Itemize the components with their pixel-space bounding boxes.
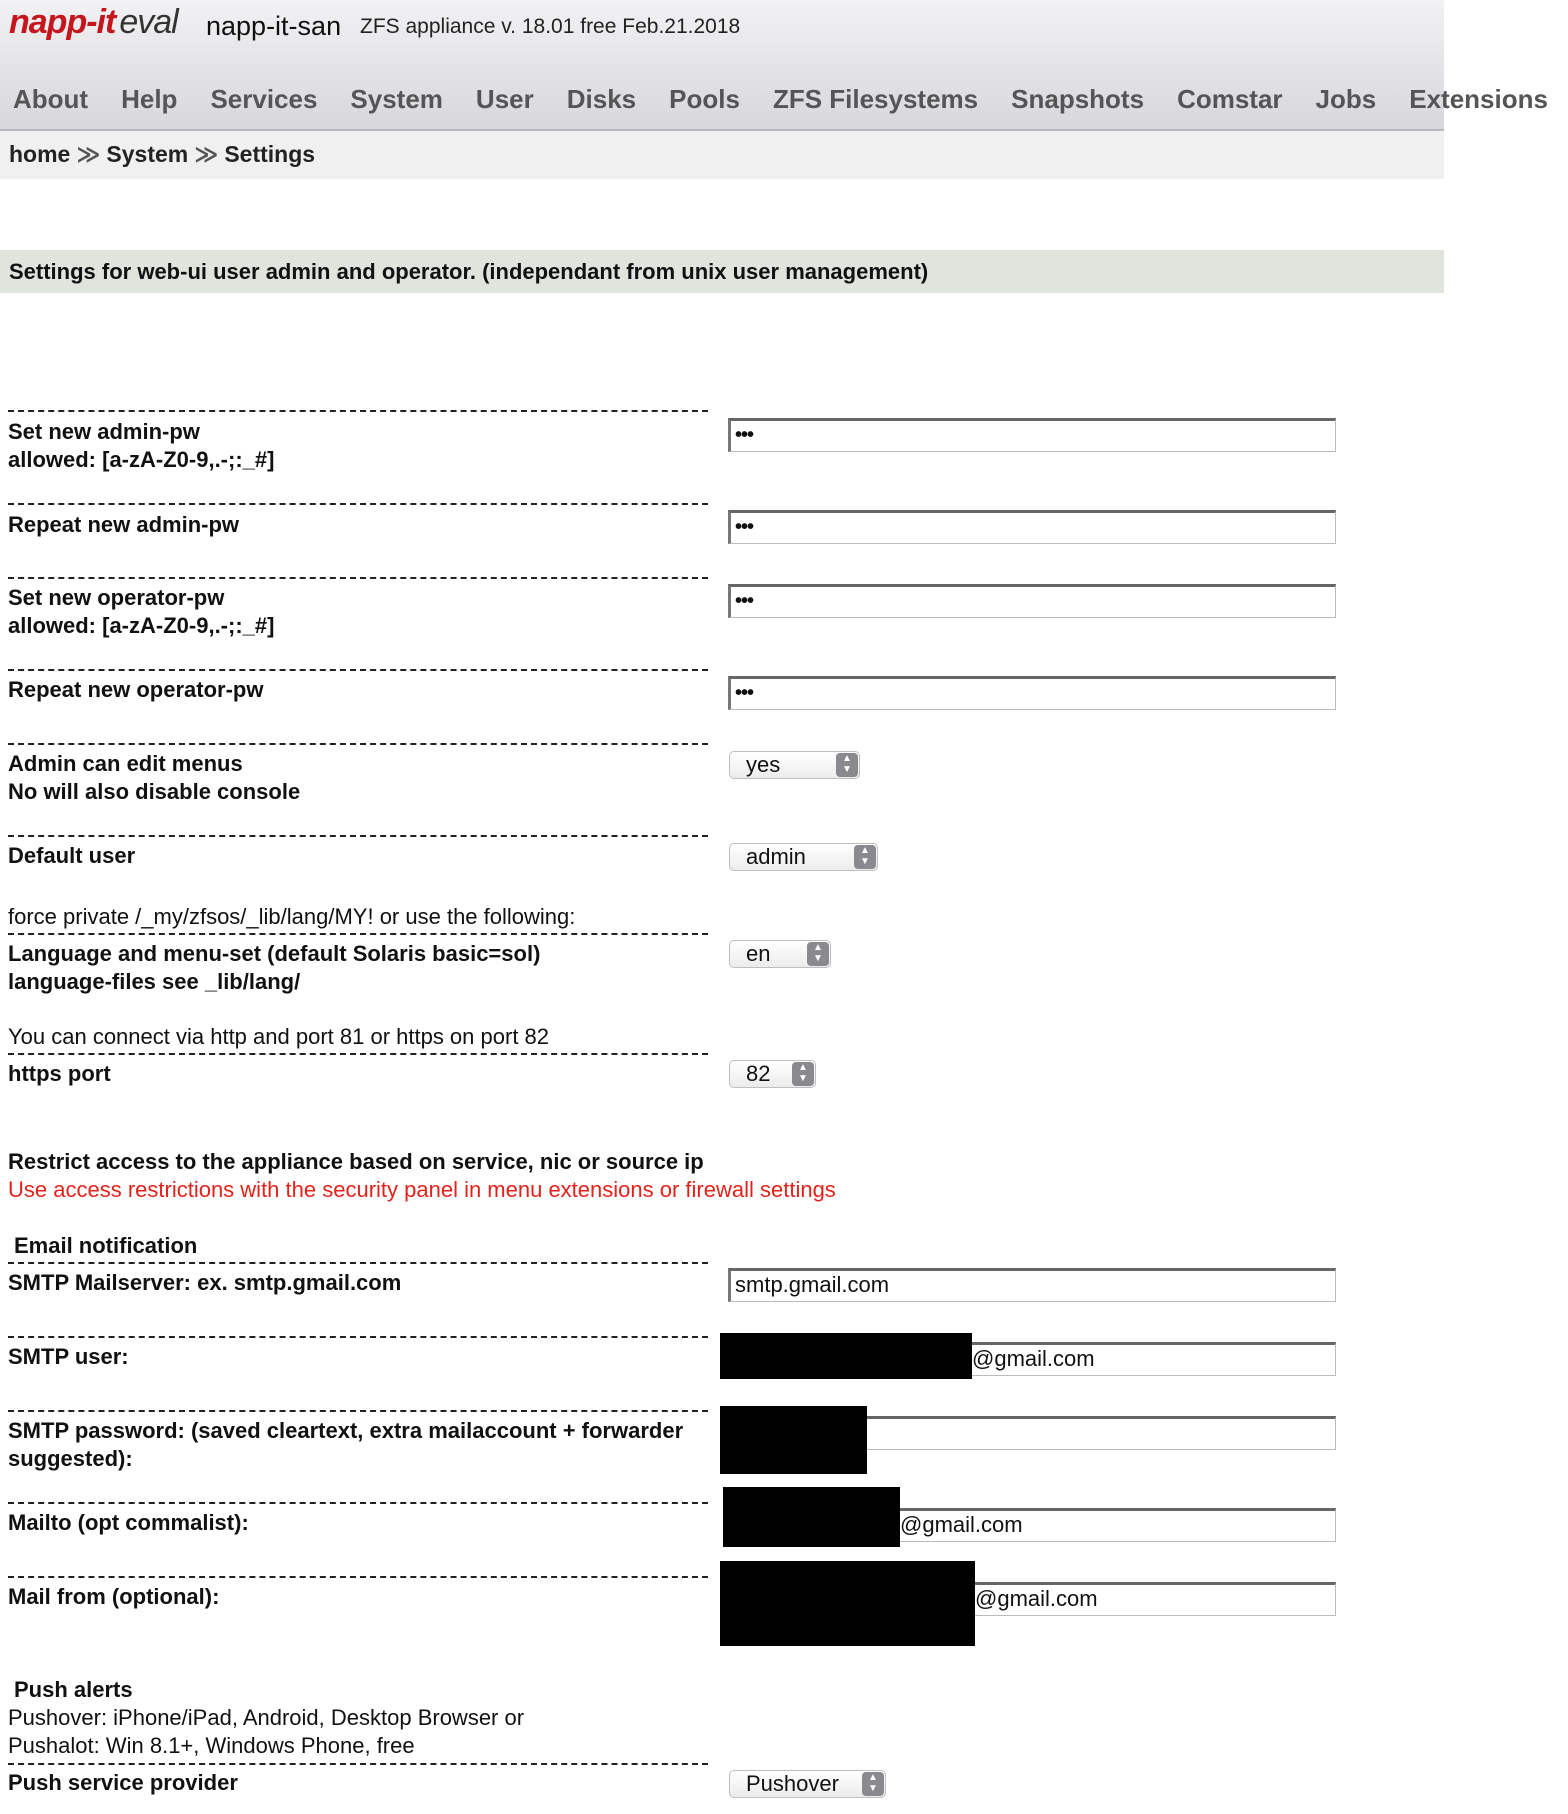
- row-divider: [8, 410, 708, 412]
- select-arrows-icon: ▲ ▼: [836, 753, 858, 777]
- nav-about[interactable]: About: [13, 84, 89, 114]
- breadcrumb-separator-icon: ≫: [194, 141, 219, 167]
- logo-eval-text: eval: [119, 3, 178, 41]
- nav-disks[interactable]: Disks: [566, 84, 637, 114]
- push-provider-value: Pushover: [746, 1771, 839, 1796]
- row-divider: [8, 933, 708, 935]
- row-divider: [8, 743, 708, 745]
- operator-pw-hint: allowed: [a-zA-Z0-9,.-;:_#]: [8, 613, 275, 638]
- language-label: Language and menu-set (default Solaris basic=sol): [8, 941, 541, 966]
- nav-snapshots[interactable]: Snapshots: [1011, 84, 1145, 114]
- breadcrumb-settings[interactable]: Settings: [224, 141, 316, 167]
- admin-edit-menus-select[interactable]: [729, 751, 860, 779]
- https-port-label: https port: [8, 1061, 111, 1086]
- nav-system[interactable]: System: [350, 84, 443, 114]
- select-arrows-icon: ▲ ▼: [854, 845, 876, 869]
- push-alerts-line2: Pushalot: Win 8.1+, Windows Phone, free: [8, 1733, 415, 1758]
- language-hint: language-files see _lib/lang/: [8, 969, 301, 994]
- email-notification-heading: Email notification: [14, 1233, 198, 1258]
- language-note: force private /_my/zfsos/_lib/lang/MY! or use the following:: [8, 904, 576, 929]
- row-divider: [8, 835, 708, 837]
- nav-jobs[interactable]: Jobs: [1315, 84, 1377, 114]
- mailto-suffix: @gmail.com: [900, 1512, 1023, 1537]
- push-alerts-heading: Push alerts: [14, 1677, 133, 1702]
- section-header: [0, 250, 1444, 293]
- admin-pw-hint: allowed: [a-zA-Z0-9,.-;:_#]: [8, 447, 275, 472]
- row-divider: [8, 1576, 708, 1578]
- nav-extensions[interactable]: Extensions: [1409, 84, 1548, 114]
- operator-pw-repeat-label: Repeat new operator-pw: [8, 677, 264, 702]
- admin-edit-menus-value: yes: [746, 752, 781, 777]
- smtp-password-label-line2: suggested):: [8, 1446, 133, 1471]
- row-divider: [8, 1053, 708, 1055]
- https-port-note: You can connect via http and port 81 or https on port 82: [8, 1024, 550, 1049]
- default-user-value: admin: [746, 844, 806, 869]
- push-provider-select[interactable]: [729, 1770, 886, 1798]
- nav-zfs-filesystems[interactable]: ZFS Filesystems: [772, 84, 979, 114]
- restrict-access-title: Restrict access to the appliance based on service, nic or source ip: [8, 1149, 704, 1174]
- push-alerts-line1: Pushover: iPhone/iPad, Android, Desktop Browser or: [8, 1705, 525, 1730]
- smtp-password-label-line1: SMTP password: (saved cleartext, extra mailaccount + forwarder: [8, 1418, 684, 1443]
- nav-pools[interactable]: Pools: [669, 84, 740, 114]
- mailfrom-label: Mail from (optional):: [8, 1584, 220, 1609]
- admin-pw-repeat-input[interactable]: •••: [728, 510, 1336, 544]
- admin-pw-label: Set new admin-pw: [8, 419, 200, 444]
- section-title: Settings for web-ui user admin and operator. (independant from unix user management): [9, 259, 929, 284]
- row-divider: [8, 503, 708, 505]
- logo-main-text: napp-it: [9, 3, 116, 41]
- smtp-server-input[interactable]: smtp.gmail.com: [728, 1268, 1336, 1302]
- row-divider: [8, 577, 708, 579]
- main-nav: [0, 84, 1548, 124]
- restrict-access-warning: Use access restrictions with the security panel in menu extensions or firewall settings: [8, 1177, 836, 1202]
- admin-pw-repeat-label: Repeat new admin-pw: [8, 512, 240, 537]
- mailto-label: Mailto (opt commalist):: [8, 1510, 249, 1535]
- push-provider-label: Push service provider: [8, 1770, 238, 1795]
- row-divider: [8, 1336, 708, 1338]
- breadcrumb-home[interactable]: home: [9, 141, 71, 167]
- admin-pw-input[interactable]: •••: [728, 418, 1336, 452]
- nav-services[interactable]: Services: [210, 84, 318, 114]
- language-select[interactable]: [729, 940, 831, 968]
- row-divider: [8, 1502, 708, 1504]
- row-divider: [8, 1763, 708, 1765]
- default-user-label: Default user: [8, 843, 136, 868]
- admin-edit-menus-label: Admin can edit menus: [8, 751, 243, 776]
- top-bar: [0, 0, 1548, 131]
- select-arrows-icon: ▲ ▼: [792, 1062, 814, 1086]
- https-port-select[interactable]: [729, 1060, 816, 1088]
- version-text: ZFS appliance v. 18.01 free Feb.21.2018: [360, 15, 741, 38]
- app-title: napp-it-san: [206, 11, 342, 41]
- operator-pw-label: Set new operator-pw: [8, 585, 225, 610]
- operator-pw-repeat-input[interactable]: •••: [728, 676, 1336, 710]
- mailfrom-suffix: @gmail.com: [975, 1586, 1098, 1611]
- smtp-user-suffix: @gmail.com: [972, 1346, 1095, 1371]
- breadcrumb-system[interactable]: System: [106, 141, 189, 167]
- redaction-box: [720, 1406, 867, 1474]
- redaction-box: [723, 1487, 900, 1547]
- default-user-select[interactable]: [729, 843, 878, 871]
- row-divider: [8, 1410, 708, 1412]
- redaction-box: [720, 1561, 975, 1646]
- select-arrows-icon: ▲ ▼: [862, 1772, 884, 1796]
- redaction-box: [720, 1333, 972, 1379]
- breadcrumb: [9, 141, 315, 168]
- breadcrumb-separator-icon: ≫: [76, 141, 101, 167]
- nav-user[interactable]: User: [475, 84, 534, 114]
- row-divider: [8, 1262, 708, 1264]
- smtp-server-label: SMTP Mailserver: ex. smtp.gmail.com: [8, 1270, 402, 1295]
- admin-edit-menus-hint: No will also disable console: [8, 779, 301, 804]
- breadcrumb-bar: [0, 131, 1444, 179]
- select-arrows-icon: ▲ ▼: [807, 942, 829, 966]
- napp-it-logo[interactable]: [9, 3, 178, 42]
- operator-pw-input[interactable]: •••: [728, 584, 1336, 618]
- nav-comstar[interactable]: Comstar: [1177, 84, 1283, 114]
- smtp-user-label: SMTP user:: [8, 1344, 129, 1369]
- language-value: en: [746, 941, 771, 966]
- https-port-value: 82: [746, 1061, 771, 1086]
- row-divider: [8, 669, 708, 671]
- nav-help[interactable]: Help: [121, 84, 178, 114]
